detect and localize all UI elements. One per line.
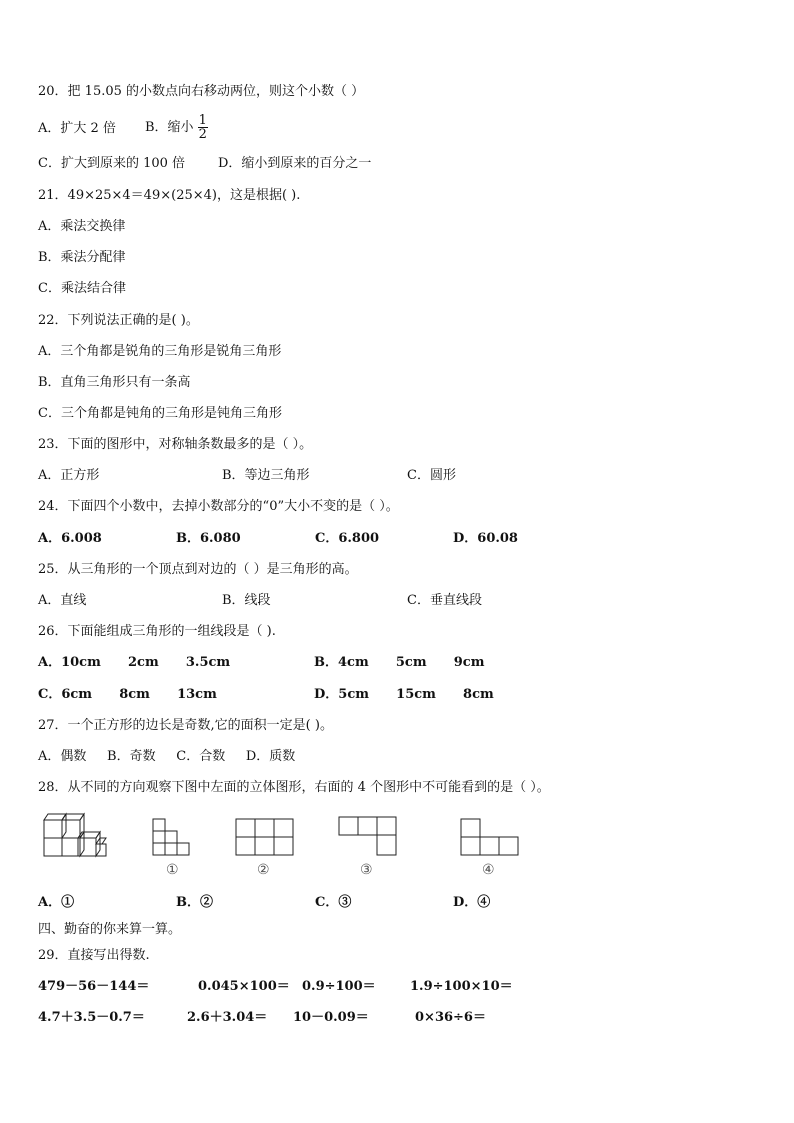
q20-option-c: C．扩大到原来的 100 倍 (38, 156, 186, 171)
q20-option-a: A．扩大 2 倍 (38, 121, 116, 136)
fraction-one-half (198, 114, 208, 141)
q20-option-b (145, 114, 208, 141)
q25-option-a: A．直线 (38, 593, 87, 608)
calc-r2-c2: 2.6＋3.04＝ (187, 1010, 268, 1025)
question-20-stem: 20．把 15.05 的小数点向右移动两位，则这个小数（ ） (38, 84, 365, 99)
q22-option-a: A．三个角都是锐角的三角形是锐角三角形 (38, 344, 282, 359)
q25-option-c: C．垂直线段 (407, 593, 482, 608)
q28-option-a: A．① (38, 895, 75, 910)
q28-option-b: B．② (176, 895, 213, 910)
q21-option-a: A．乘法交换律 (38, 219, 126, 234)
q20-option-b-label: B．缩小 (145, 120, 194, 135)
view-figure-3 (338, 816, 398, 858)
label-2: ② (257, 862, 270, 878)
q21-option-c: C．乘法结合律 (38, 281, 126, 296)
section-four-heading: 四、勤奋的你来算一算。 (38, 922, 182, 937)
label-1: ① (166, 862, 179, 878)
q24-option-b: B．6.080 (176, 531, 241, 546)
label-3: ③ (360, 862, 373, 878)
q22-option-c: C．三个角都是钝角的三角形是钝角三角形 (38, 406, 282, 421)
q20-option-d: D．缩小到原来的百分之一 (218, 156, 372, 171)
view-figure-1 (152, 818, 192, 858)
calc-r1-c3: 0.9÷100＝ (302, 979, 376, 994)
q26-option-d: D．5cm 15cm 8cm (314, 687, 494, 702)
q25-option-b: B．线段 (222, 593, 271, 608)
calc-r1-c1: 479－56－144＝ (38, 979, 150, 994)
q28-option-c: C．③ (315, 895, 352, 910)
calc-r1-c2: 0.045×100＝ (198, 979, 290, 994)
question-22-stem: 22．下列说法正确的是( )。 (38, 313, 199, 328)
question-26-stem: 26．下面能组成三角形的一组线段是（ ). (38, 624, 276, 639)
q23-option-a: A．正方形 (38, 468, 100, 483)
q23-option-b: B．等边三角形 (222, 468, 310, 483)
q23-option-c: C．圆形 (407, 468, 456, 483)
question-28-stem: 28．从不同的方向观察下图中左面的立体图形，右面的 4 个图形中不可能看到的是（ ）。 (38, 780, 550, 795)
q26-option-c: C．6cm 8cm 13cm (38, 687, 217, 702)
question-21-stem: 21．49×25×4＝49×(25×4)，这是根据( ). (38, 188, 301, 203)
label-4: ④ (482, 862, 495, 878)
q22-option-b: B．直角三角形只有一条高 (38, 375, 191, 390)
q24-option-d: D．60.08 (453, 531, 518, 546)
question-25-stem: 25．从三角形的一个顶点到对边的（ ）是三角形的高。 (38, 562, 358, 577)
view-figure-4 (460, 818, 520, 858)
question-24-stem: 24．下面四个小数中，去掉小数部分的“0”大小不变的是（ ）。 (38, 499, 399, 514)
calc-r2-c1: 4.7＋3.5－0.7＝ (38, 1010, 145, 1025)
q21-option-b: B．乘法分配律 (38, 250, 126, 265)
view-figure-2 (235, 818, 295, 858)
q26-option-a: A．10cm 2cm 3.5cm (38, 655, 231, 670)
calc-r1-c4: 1.9÷100×10＝ (410, 979, 513, 994)
q28-option-d: D．④ (453, 895, 491, 910)
question-23-stem: 23．下面的图形中，对称轴条数最多的是（ ）。 (38, 437, 313, 452)
question-27-stem: 27．一个正方形的边长是奇数,它的面积一定是( )。 (38, 718, 333, 733)
q26-option-b: B．4cm 5cm 9cm (314, 655, 485, 670)
fraction-numerator: 1 (198, 113, 207, 128)
q27-options: A．偶数 B．奇数 C．合数 D．质数 (38, 749, 296, 764)
fraction-denominator: 2 (198, 127, 207, 142)
calc-r2-c4: 0×36÷6＝ (415, 1010, 486, 1025)
cube-stack-figure (40, 810, 110, 862)
q24-option-a: A．6.008 (38, 531, 102, 546)
q24-option-c: C．6.800 (315, 531, 380, 546)
calc-r2-c3: 10－0.09＝ (293, 1010, 369, 1025)
question-29-stem: 29．直接写出得数. (38, 948, 150, 963)
